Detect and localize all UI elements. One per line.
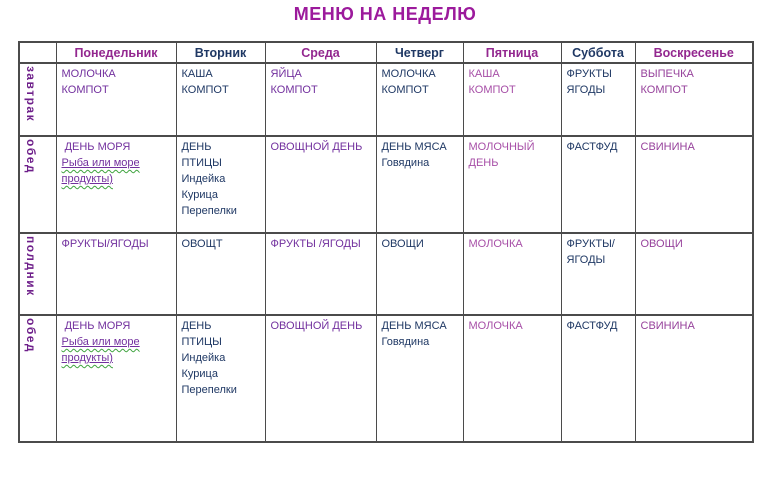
menu-cell-line: ДЕНЬ МОРЯ bbox=[61, 141, 131, 153]
menu-cell-line: ДЕНЬ bbox=[468, 157, 499, 169]
day-header-7: Воскресенье bbox=[635, 42, 753, 63]
misspelled-text: Рыба или море bbox=[61, 336, 140, 348]
menu-cell-r3-c3 bbox=[376, 315, 463, 442]
menu-cell-line: ПТИЦЫ bbox=[181, 336, 222, 348]
menu-cell-r2-c2 bbox=[265, 233, 376, 315]
day-header-3: Среда bbox=[265, 42, 376, 63]
menu-cell-r1-c3 bbox=[376, 136, 463, 233]
menu-row-полдник bbox=[19, 233, 753, 315]
day-header-5: Пятница bbox=[463, 42, 561, 63]
menu-cell-r2-c6 bbox=[635, 233, 753, 315]
menu-cell-line: ФРУКТЫ bbox=[566, 68, 612, 80]
menu-row-обед bbox=[19, 136, 753, 233]
menu-cell-line: МОЛОЧКА bbox=[468, 238, 523, 250]
menu-cell-r3-c2 bbox=[265, 315, 376, 442]
menu-cell-line: Перепелки bbox=[181, 384, 237, 396]
menu-cell-line: МОЛОЧКА bbox=[61, 68, 116, 80]
menu-cell-r2-c3 bbox=[376, 233, 463, 315]
menu-cell-line: ОВОЩНОЙ ДЕНЬ bbox=[270, 320, 363, 332]
menu-cell-line: ЯГОДЫ bbox=[566, 254, 606, 266]
menu-cell-line: КОМПОТ bbox=[468, 84, 516, 96]
menu-cell-line bbox=[62, 155, 171, 171]
menu-cell-line: ПТИЦЫ bbox=[181, 157, 222, 169]
menu-cell-r2-c4 bbox=[463, 233, 561, 315]
menu-cell-line: СВИНИНА bbox=[640, 141, 695, 153]
menu-cell-r1-c0 bbox=[56, 136, 176, 233]
menu-cell-r0-c2 bbox=[265, 63, 376, 136]
menu-cell-line: ФРУКТЫ/ bbox=[566, 238, 615, 250]
menu-cell-r3-c6 bbox=[635, 315, 753, 442]
menu-cell-line: Курица bbox=[181, 189, 218, 201]
weekly-menu-table bbox=[18, 41, 754, 443]
menu-cell-r0-c0 bbox=[56, 63, 176, 136]
menu-cell-line: ЯГОДЫ bbox=[566, 84, 606, 96]
menu-cell-line: КОМПОТ bbox=[181, 84, 229, 96]
menu-cell-r1-c2 bbox=[265, 136, 376, 233]
menu-cell-line bbox=[62, 350, 171, 366]
menu-cell-line: Перепелки bbox=[181, 205, 237, 217]
menu-cell-line: ФРУКТЫ /ЯГОДЫ bbox=[270, 238, 361, 250]
menu-cell-line: КОМПОТ bbox=[270, 84, 318, 96]
menu-cell-line: ДЕНЬ bbox=[181, 141, 212, 153]
meal-label-2 bbox=[19, 233, 56, 315]
menu-cell-line: СВИНИНА bbox=[640, 320, 695, 332]
menu-cell-line bbox=[62, 171, 171, 187]
misspelled-text: продукты) bbox=[61, 173, 113, 185]
menu-cell-line: ФАСТФУД bbox=[566, 320, 618, 332]
menu-cell-r2-c0 bbox=[56, 233, 176, 315]
menu-cell-line: ФРУКТЫ/ЯГОДЫ bbox=[61, 238, 149, 250]
meal-label-text: завтрак bbox=[24, 66, 38, 123]
menu-cell-r2-c5 bbox=[561, 233, 635, 315]
menu-cell-r3-c4 bbox=[463, 315, 561, 442]
misspelled-text: продукты) bbox=[61, 352, 113, 364]
meal-label-text: полдник bbox=[24, 236, 38, 297]
menu-cell-r0-c1 bbox=[176, 63, 265, 136]
day-header-6: Суббота bbox=[561, 42, 635, 63]
menu-cell-r0-c5 bbox=[561, 63, 635, 136]
menu-cell-line: ВЫПЕЧКА bbox=[640, 68, 694, 80]
menu-cell-line: КАША bbox=[468, 68, 500, 80]
menu-cell-line: МОЛОЧНЫЙ bbox=[468, 141, 535, 153]
meal-label-text: обед bbox=[24, 318, 38, 354]
page-title: МЕНЮ НА НЕДЕЛЮ bbox=[293, 4, 477, 24]
meal-label-0 bbox=[19, 63, 56, 136]
meal-label-text: обед bbox=[24, 139, 38, 175]
day-header-2: Вторник bbox=[176, 42, 265, 63]
meal-label-3 bbox=[19, 315, 56, 442]
menu-cell-line: Индейка bbox=[181, 352, 226, 364]
menu-cell-line: ОВОЩНОЙ ДЕНЬ bbox=[270, 141, 363, 153]
menu-row-завтрак bbox=[19, 63, 753, 136]
day-header-1: Понедельник bbox=[56, 42, 176, 63]
menu-cell-r0-c6 bbox=[635, 63, 753, 136]
menu-cell-line: Курица bbox=[181, 368, 218, 380]
menu-cell-line: ОВОЩИ bbox=[381, 238, 424, 250]
menu-cell-r1-c6 bbox=[635, 136, 753, 233]
menu-cell-r1-c1 bbox=[176, 136, 265, 233]
menu-cell-line bbox=[62, 334, 171, 350]
menu-cell-line: Говядина bbox=[381, 336, 430, 348]
menu-cell-line: КОМПОТ bbox=[61, 84, 109, 96]
menu-cell-r1-c4 bbox=[463, 136, 561, 233]
menu-cell-line: ДЕНЬ bbox=[181, 320, 212, 332]
menu-cell-line: ФАСТФУД bbox=[566, 141, 618, 153]
menu-cell-line: ОВОЩИ bbox=[640, 238, 683, 250]
menu-cell-r0-c3 bbox=[376, 63, 463, 136]
menu-cell-r3-c5 bbox=[561, 315, 635, 442]
menu-cell-r3-c1 bbox=[176, 315, 265, 442]
menu-cell-line: ДЕНЬ МЯСА bbox=[381, 141, 447, 153]
menu-cell-line: ДЕНЬ МЯСА bbox=[381, 320, 447, 332]
menu-cell-line: КОМПОТ bbox=[381, 84, 429, 96]
menu-cell-r0-c4 bbox=[463, 63, 561, 136]
menu-row-обед bbox=[19, 315, 753, 442]
day-header-4: Четверг bbox=[376, 42, 463, 63]
menu-cell-line: ЯЙЦА bbox=[270, 68, 302, 80]
menu-cell-line: КАША bbox=[181, 68, 213, 80]
menu-cell-line: КОМПОТ bbox=[640, 84, 688, 96]
menu-cell-r1-c5 bbox=[561, 136, 635, 233]
misspelled-text: Рыба или море bbox=[61, 157, 140, 169]
menu-cell-line: Говядина bbox=[381, 157, 430, 169]
menu-cell-line: МОЛОЧКА bbox=[468, 320, 523, 332]
menu-cell-line: Индейка bbox=[181, 173, 226, 185]
menu-cell-line: ОВОЩТ bbox=[181, 238, 223, 250]
menu-cell-r2-c1 bbox=[176, 233, 265, 315]
menu-cell-line: ДЕНЬ МОРЯ bbox=[61, 320, 131, 332]
menu-cell-r3-c0 bbox=[56, 315, 176, 442]
meal-label-1 bbox=[19, 136, 56, 233]
menu-cell-line: МОЛОЧКА bbox=[381, 68, 436, 80]
corner-cell bbox=[19, 42, 56, 63]
